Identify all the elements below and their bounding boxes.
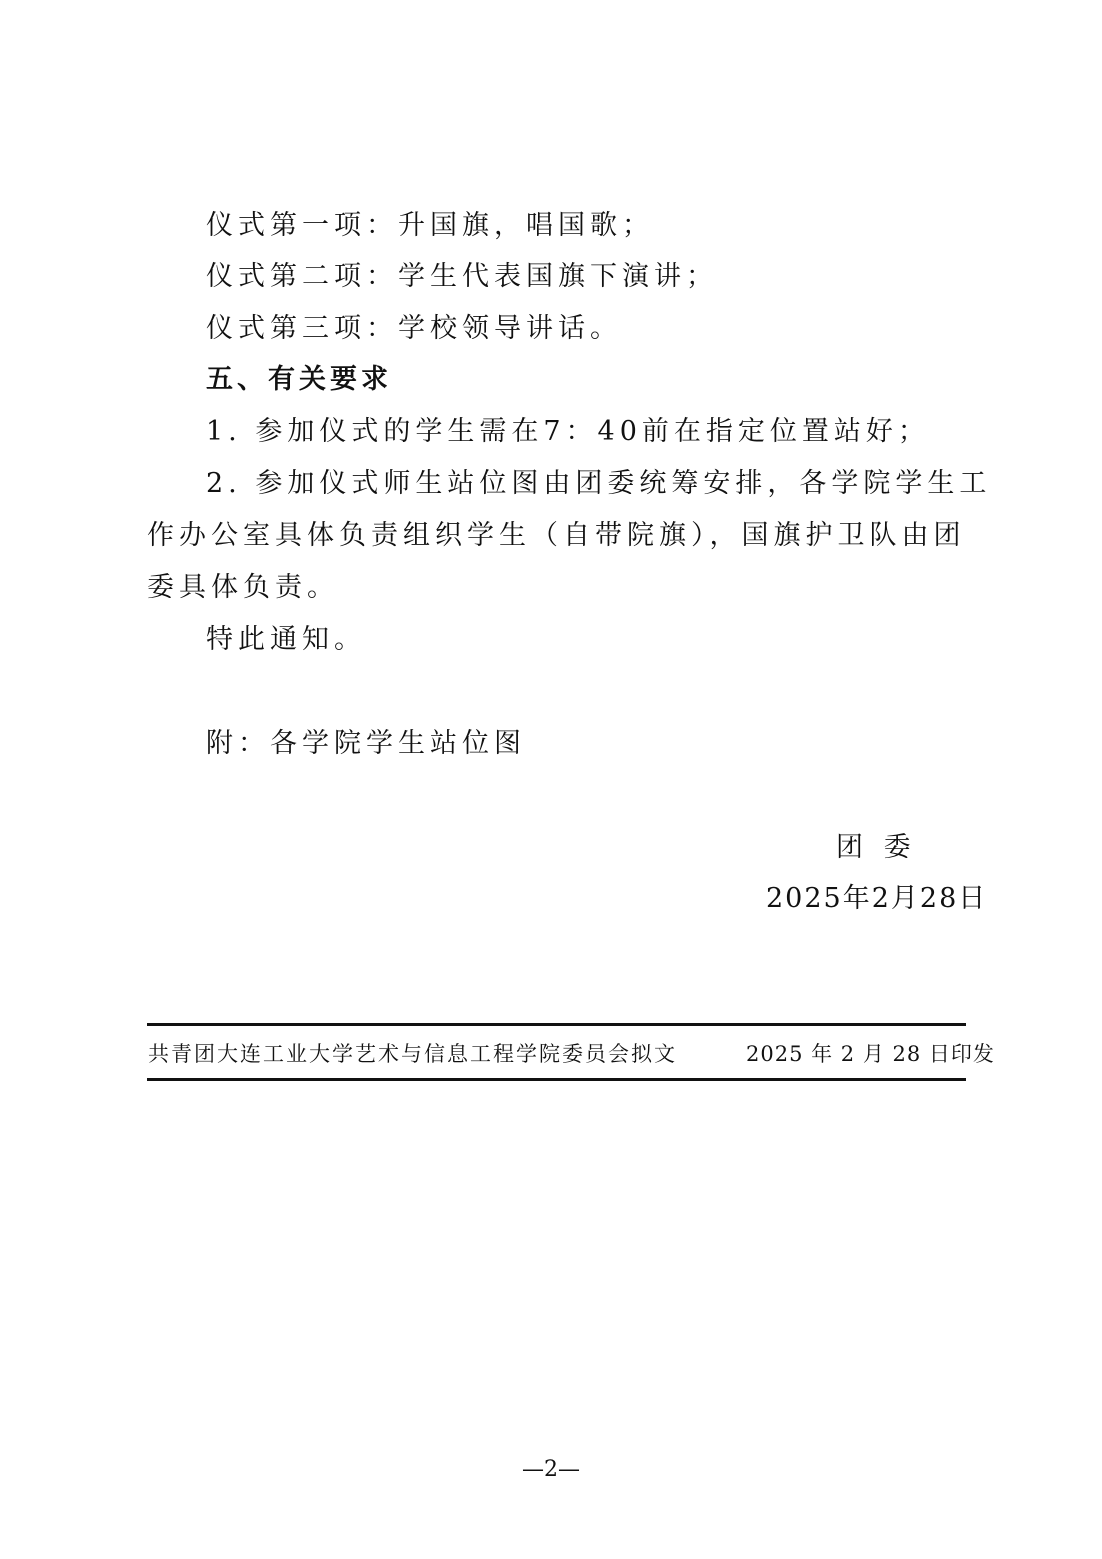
requirement-item-2-line-1: 2. 参加仪式师生站位图由团委统筹安排，各学院学生工 bbox=[206, 468, 992, 499]
closing-text: 特此通知。 bbox=[206, 624, 366, 655]
footer-bottom-rule bbox=[147, 1078, 966, 1081]
section-heading: 五、有关要求 bbox=[206, 364, 392, 395]
page-number: —2— bbox=[522, 1457, 580, 1482]
ceremony-item-2: 仪式第二项：学生代表国旗下演讲； bbox=[206, 261, 718, 292]
signature-org: 团 委 bbox=[836, 832, 917, 863]
signature-date: 2025年2月28日 bbox=[766, 883, 988, 914]
footer-print-date: 2025 年 2 月 28 日印发 bbox=[746, 1042, 995, 1066]
attachment-note: 附：各学院学生站位图 bbox=[206, 728, 526, 759]
footer-top-rule bbox=[147, 1023, 966, 1026]
footer-issuer: 共青团大连工业大学艺术与信息工程学院委员会拟文 bbox=[148, 1042, 677, 1066]
requirement-item-1: 1. 参加仪式的学生需在7：40前在指定位置站好； bbox=[206, 416, 930, 447]
requirement-item-2-line-2: 作办公室具体负责组织学生（自带院旗），国旗护卫队由团 bbox=[147, 520, 966, 551]
ceremony-item-1: 仪式第一项：升国旗，唱国歌； bbox=[206, 210, 654, 241]
requirement-item-2-line-3: 委具体负责。 bbox=[147, 572, 339, 603]
ceremony-item-3: 仪式第三项：学校领导讲话。 bbox=[206, 313, 622, 344]
